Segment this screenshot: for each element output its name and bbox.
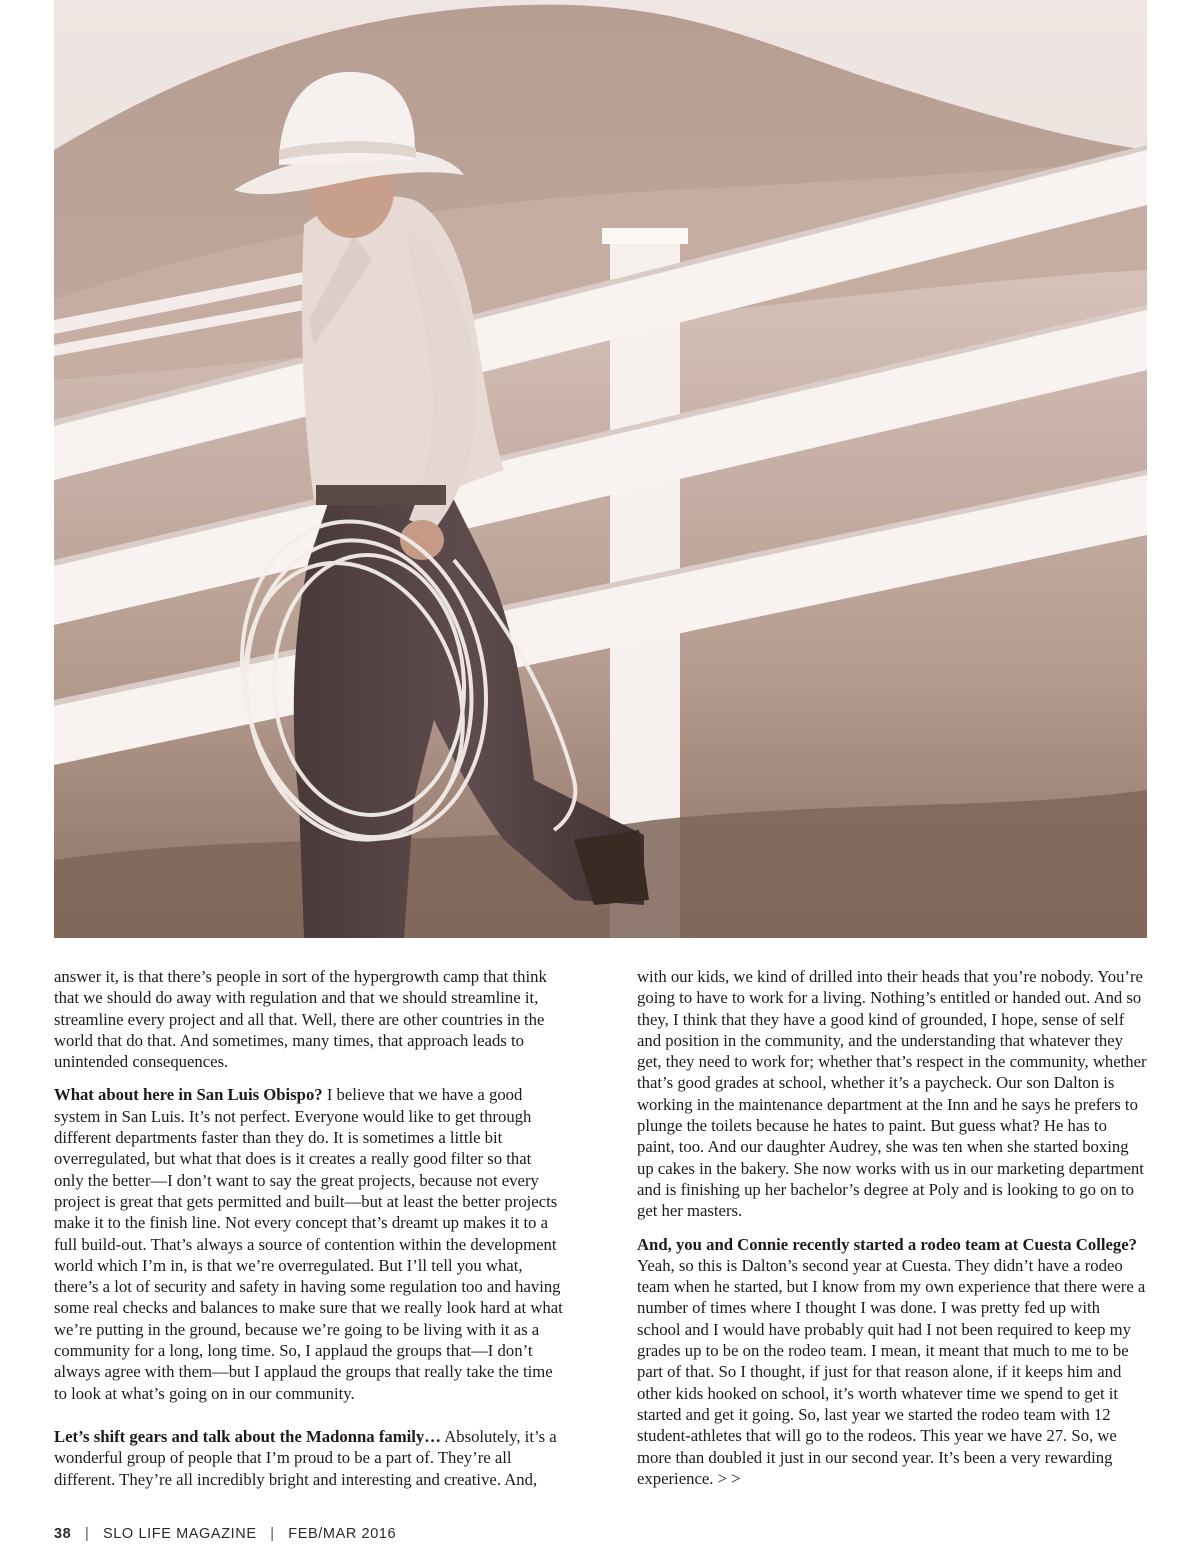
paragraph bbox=[54, 1084, 564, 1403]
interview-question: What about here in San Luis Obispo? bbox=[54, 1085, 323, 1105]
magazine-name: SLO LIFE MAGAZINE bbox=[103, 1526, 257, 1542]
paragraph: answer it, is that there’s people in sort of the hypergrowth camp that think that we should do away with regulation and that we should streamline it, streamline every project and all that. Well, there are other countries in the world that do that. And sometimes, many times, that approach leads to unintended consequences. bbox=[54, 967, 547, 1072]
issue-date: FEB/MAR 2016 bbox=[288, 1526, 397, 1542]
feature-photo bbox=[54, 0, 1147, 938]
paragraph: with our kids, we kind of drilled into their heads that you’re nobody. You’re going to have to work for a living. Nothing’s entitled or handed out. And so they, I think that they have a good kind of grounded, I hope, sense of self and position in the community, and the understanding that whatever they get, they need to work for; whether that’s respect in the community, whether that’s good grades at school, whether it’s a paycheck. Our son Dalton is working in the maintenance department at the Inn and he says he prefers to plunge the toilets because he hates to paint. But guess what? He has to paint, too. And our daughter Audrey, she was ten when she started boxing up cakes in the bakery. She now works with us in our marketing department and is finishing up her bachelor’s degree at Poly and is looking to go on to get her masters. bbox=[637, 967, 1147, 1221]
paragraph bbox=[54, 1426, 564, 1490]
cowboy-with-lasso-photo bbox=[54, 0, 1147, 938]
interview-answer: Yeah, so this is Dalton’s second year at Cuesta. They didn’t have a rodeo team when he started, but I know from my own experience that there were a number of times where I thought I was done. I was pretty fed up with school and I would have probably quit had I not been required to keep my grades up to be on the rodeo team. I mean, it meant that much to me to be part of that. So I thought, if just for that reason alone, if it keeps him and other kids hooked on school, it’s worth whatever time we spend to get it started and get it going. So, last year we started the rodeo team with 12 student-athletes that will go to the rodeos. This year we have 27. So, we more than doubled it just in our second year. It’s been a very rewarding experience. > > bbox=[637, 1255, 1146, 1488]
left-column bbox=[54, 966, 564, 1496]
footer-separator: | bbox=[84, 1526, 90, 1542]
page-number: 38 bbox=[54, 1526, 72, 1542]
page-footer bbox=[54, 1526, 396, 1542]
interview-question: Let’s shift gears and talk about the Madonna family… bbox=[54, 1426, 441, 1446]
right-column bbox=[637, 966, 1147, 1496]
paragraph bbox=[637, 1234, 1147, 1490]
footer-separator: | bbox=[270, 1526, 275, 1542]
interview-answer: I believe that we have a good system in San Luis. It’s not perfect. Everyone would like to get through different departments faster than they do. It is sometimes a little bit overregulated, but what that does is it creates a really good filter so that only the better—I don’t want to say the great projects, because not every project is great that gets permitted and built—but at least the better projects make it to the finish line. Not every concept that’s dreamt up makes it to a full build-out. That’s always a source of contention within the development world which I’m in, is that we’re overregulated. But I’ll tell you what, there’s a lot of security and safety in having some regulation too and having some real checks and balances to make sure that we really look hard at what we’re putting in the ground, because we’re going to be living with it as a community for a long, long time. So, I applaud the groups that—I don’t always agree with them—but I applaud the groups that really take the time to look at what’s going on in our community. bbox=[54, 1085, 563, 1403]
interview-question: And, you and Connie recently started a rodeo team at Cuesta College? bbox=[637, 1234, 1137, 1254]
article-body bbox=[54, 966, 1147, 1496]
interview-answer: Absolutely, it’s a wonderful group of people that I’m proud to be a part of. They’re all different. They’re all incredibly bright and interesting and creative. And, bbox=[54, 1426, 557, 1489]
